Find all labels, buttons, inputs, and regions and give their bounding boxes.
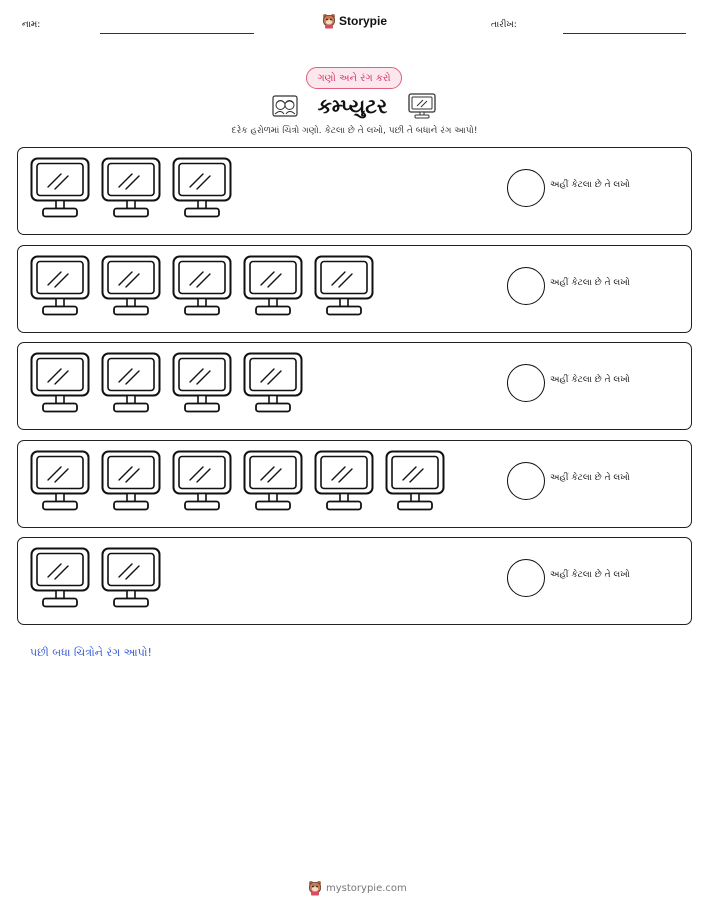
brand-name: Storypie	[339, 14, 388, 28]
footer-note: પછી બધા ચિત્રોને રંગ આપો!	[30, 646, 152, 659]
date-line[interactable]	[563, 33, 686, 34]
monitor-group	[30, 450, 445, 512]
monitor-group	[30, 547, 161, 609]
answer-circle[interactable]	[507, 169, 545, 207]
computer-monitor-icon	[30, 352, 90, 414]
instruction-text: દરેક હરોળમાં ચિત્રો ગણો. કેટલા છે તે લખો, પછી તે બધાને રંગ આપો!	[231, 126, 478, 136]
kids-photo-icon	[272, 95, 298, 117]
activity-pill: ગણો અને રંગ કરો	[306, 67, 402, 89]
computer-monitor-icon	[243, 450, 303, 512]
computer-monitor-icon	[243, 352, 303, 414]
count-row	[17, 147, 692, 235]
computer-monitor-icon	[314, 450, 374, 512]
answer-circle[interactable]	[507, 559, 545, 597]
mascot-icon	[322, 13, 336, 29]
count-row	[17, 245, 692, 333]
computer-monitor-icon	[101, 450, 161, 512]
footer-brand	[308, 880, 407, 896]
answer-prompt: અહીં કેટલા છે તે લખો	[550, 570, 630, 580]
computer-monitor-icon	[30, 547, 90, 609]
computer-monitor-icon	[172, 255, 232, 317]
answer-circle[interactable]	[507, 364, 545, 402]
monitor-group	[30, 352, 303, 414]
footer-site: mystorypie.com	[326, 882, 407, 894]
computer-monitor-icon	[101, 157, 161, 219]
name-label: નામ:	[22, 20, 41, 30]
page-title: કમ્પ્યુટર	[317, 94, 388, 118]
monitor-group	[30, 255, 374, 317]
computer-icon	[407, 92, 437, 120]
answer-prompt: અહીં કેટલા છે તે લખો	[550, 473, 630, 483]
computer-monitor-icon	[172, 157, 232, 219]
count-row	[17, 440, 692, 528]
computer-monitor-icon	[101, 547, 161, 609]
computer-monitor-icon	[172, 450, 232, 512]
answer-prompt: અહીં કેટલા છે તે લખો	[550, 375, 630, 385]
date-label: તારીખ:	[491, 20, 517, 30]
answer-prompt: અહીં કેટલા છે તે લખો	[550, 180, 630, 190]
computer-monitor-icon	[243, 255, 303, 317]
name-line[interactable]	[100, 33, 254, 34]
computer-monitor-icon	[30, 157, 90, 219]
count-row	[17, 342, 692, 430]
computer-monitor-icon	[101, 255, 161, 317]
mascot-icon	[308, 880, 322, 896]
answer-circle[interactable]	[507, 267, 545, 305]
computer-monitor-icon	[30, 450, 90, 512]
answer-circle[interactable]	[507, 462, 545, 500]
title-row	[0, 92, 709, 120]
count-row	[17, 537, 692, 625]
computer-monitor-icon	[172, 352, 232, 414]
brand-logo	[322, 13, 387, 29]
computer-monitor-icon	[314, 255, 374, 317]
computer-monitor-icon	[385, 450, 445, 512]
computer-monitor-icon	[30, 255, 90, 317]
answer-prompt: અહીં કેટલા છે તે લખો	[550, 278, 630, 288]
monitor-group	[30, 157, 232, 219]
computer-monitor-icon	[101, 352, 161, 414]
